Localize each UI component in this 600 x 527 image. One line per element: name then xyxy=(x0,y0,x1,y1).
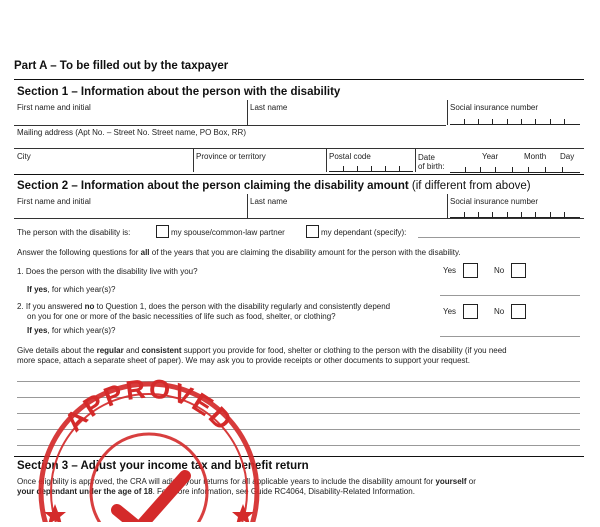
day-label: Day xyxy=(560,152,575,161)
q2-no-checkbox[interactable] xyxy=(511,304,526,319)
city-label: City xyxy=(17,152,31,161)
divider xyxy=(14,148,584,149)
divider xyxy=(14,79,584,80)
divider xyxy=(415,148,416,172)
dependant-specify-line[interactable] xyxy=(418,237,580,238)
divider xyxy=(247,194,248,218)
q2-no-label: No xyxy=(494,307,505,316)
first-name-label: First name and initial xyxy=(17,103,91,112)
if-yes-bold: If yes xyxy=(27,285,48,294)
dependant-label: my dependant (specify): xyxy=(321,228,407,237)
date-of-birth-field[interactable] xyxy=(450,160,580,173)
section2-title-suffix: (if different from above) xyxy=(411,180,531,192)
answer-pre: Answer the following questions for xyxy=(17,248,141,257)
divider xyxy=(193,148,194,172)
spouse-label: my spouse/common-law partner xyxy=(171,228,285,237)
divider xyxy=(14,218,584,219)
q1-yes-label: Yes xyxy=(443,266,457,275)
first-name-label: First name and initial xyxy=(17,197,91,206)
details-pre: Give details about the xyxy=(17,346,97,355)
postal-code-label: Postal code xyxy=(329,152,371,161)
details-instruction-line2: more space, attach a separate sheet of paper). We may ask you to provide receipts or other documents to support your request. xyxy=(17,356,470,365)
star-icon xyxy=(232,504,254,522)
details-and: and xyxy=(123,346,142,355)
details-instruction xyxy=(17,346,507,356)
q2-no: no xyxy=(84,302,95,311)
person-is-label: The person with the disability is: xyxy=(17,228,131,237)
question-2 xyxy=(17,302,390,312)
of-birth-label: of birth: xyxy=(418,162,445,171)
sin-field[interactable] xyxy=(450,112,580,125)
top-cropped-heading xyxy=(0,0,600,14)
s3-line2-post: . For more information, see Guide RC4064, Disability-Related Information. xyxy=(152,487,415,496)
divider xyxy=(14,174,584,175)
s3-or: or xyxy=(466,477,476,486)
section3-title: Section 3 – Adjust your income tax and benefit return xyxy=(17,460,309,472)
if-yes-post: , for which year(s)? xyxy=(47,285,116,294)
answer-all: all xyxy=(140,248,150,257)
dependant-checkbox[interactable] xyxy=(306,225,319,238)
section2-title xyxy=(17,180,531,192)
q2-if-yes xyxy=(27,326,116,336)
date-label: Date xyxy=(418,153,435,162)
month-label: Month xyxy=(524,152,547,161)
part-a-heading: Part A – To be filled out by the taxpayer xyxy=(14,60,229,72)
q1-if-yes xyxy=(27,285,116,295)
details-post: support you provide for food, shelter or clothing to the person with the disability (if you need xyxy=(181,346,507,355)
s3-dependant: your dependant under the age of 18 xyxy=(17,487,153,496)
year-label: Year xyxy=(482,152,499,161)
last-name-label: Last name xyxy=(250,197,288,206)
sin-label: Social insurance number xyxy=(450,103,539,112)
divider xyxy=(447,100,448,125)
q1-no-label: No xyxy=(494,266,505,275)
q1-no-checkbox[interactable] xyxy=(511,263,526,278)
answer-instruction xyxy=(17,248,461,258)
s3-line1-pre: Once eligibility is approved, the CRA will adjust your returns for all applicable years to include the disability amount for xyxy=(17,477,436,486)
divider xyxy=(247,100,248,125)
s3-yourself: yourself xyxy=(435,477,467,486)
details-regular: regular xyxy=(96,346,124,355)
q1-yes-checkbox[interactable] xyxy=(463,263,478,278)
question-2-line2: on you for one or more of the basic necessities of life such as food, shelter, or clothing? xyxy=(27,312,336,321)
sin-label: Social insurance number xyxy=(450,197,539,206)
province-label: Province or territory xyxy=(196,152,266,161)
spouse-checkbox[interactable] xyxy=(156,225,169,238)
q2-yes-checkbox[interactable] xyxy=(463,304,478,319)
details-consistent: consistent xyxy=(141,346,182,355)
divider xyxy=(14,125,446,126)
answer-post: of the years that you are claiming the disability amount for the person with the disability. xyxy=(149,248,461,257)
stamp-text-path: APPROVED xyxy=(58,373,240,438)
if-yes-post: , for which year(s)? xyxy=(47,326,116,335)
star-icon xyxy=(44,504,66,522)
if-yes-bold: If yes xyxy=(27,326,48,335)
section1-title: Section 1 – Information about the person with the disability xyxy=(17,86,341,98)
last-name-label: Last name xyxy=(250,103,288,112)
q1-year-line[interactable] xyxy=(440,295,580,296)
q2-pre: 2. If you answered xyxy=(17,302,85,311)
q2-yes-label: Yes xyxy=(443,307,457,316)
question-1: 1. Does the person with the disability live with you? xyxy=(17,267,198,276)
q2-line1: to Question 1, does the person with the disability regularly and consistently depend xyxy=(94,302,391,311)
divider xyxy=(447,194,448,218)
section2-title-text: Section 2 – Information about the person claiming the disability amount xyxy=(17,180,409,192)
postal-code-field[interactable] xyxy=(329,159,413,172)
check-icon xyxy=(117,476,185,522)
mailing-address-label: Mailing address (Apt No. – Street No. Street name, PO Box, RR) xyxy=(17,128,246,137)
sin-field[interactable] xyxy=(450,205,580,218)
q2-year-line[interactable] xyxy=(440,336,580,337)
divider xyxy=(326,148,327,172)
